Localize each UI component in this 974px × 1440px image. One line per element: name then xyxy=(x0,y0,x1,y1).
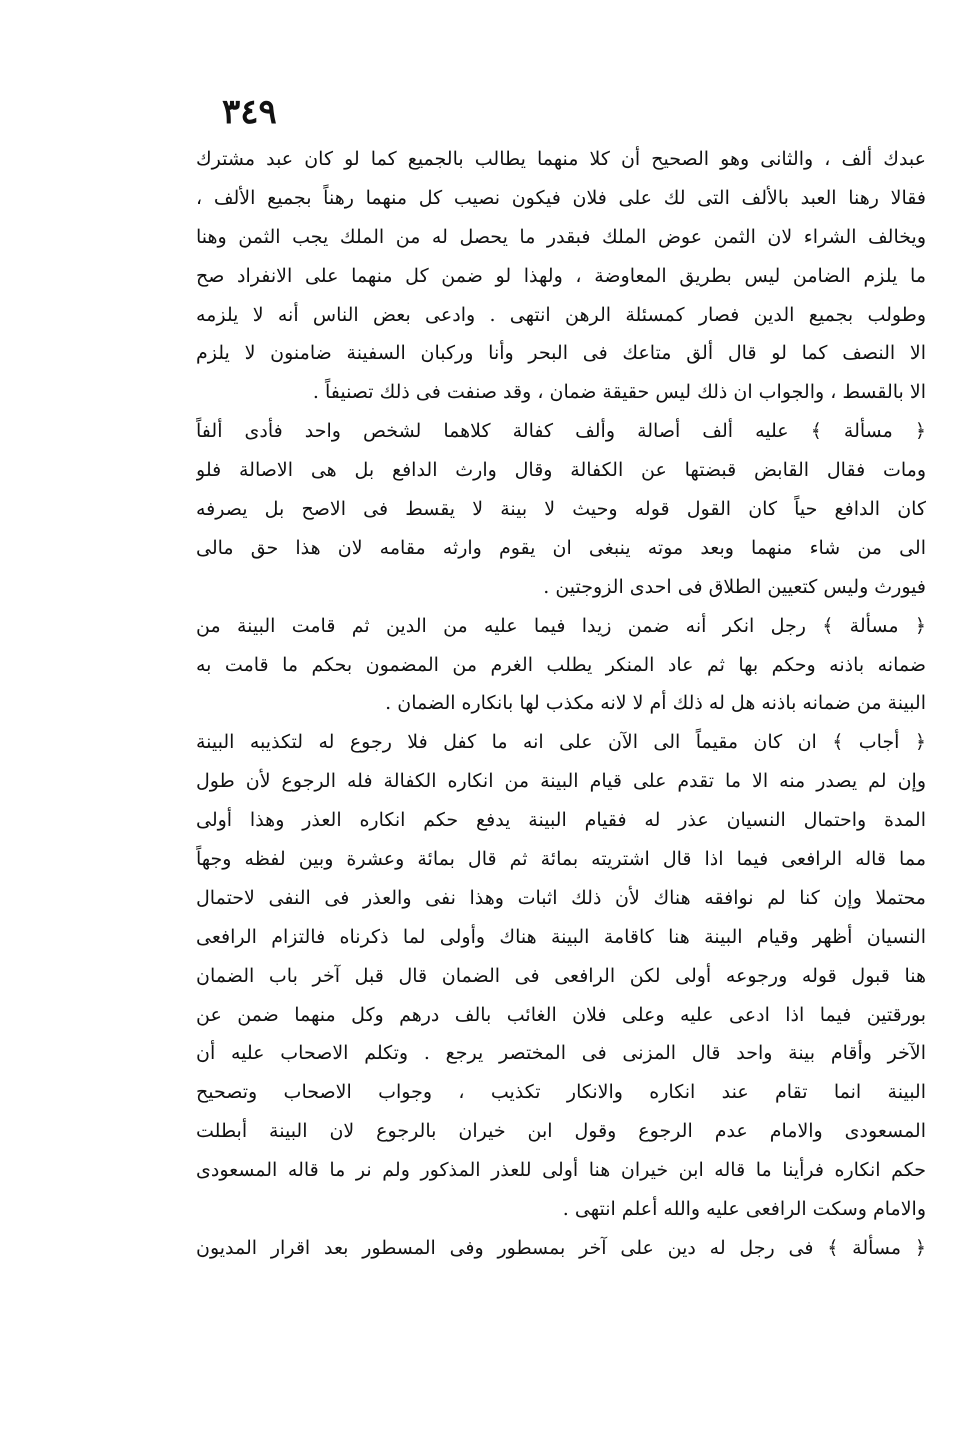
text-line: الا بالقسط ، والجواب ان ذلك ليس حقيقة ضمان ، وقد صنفت فى ذلك تصنيفاً . xyxy=(312,381,926,404)
text-line: ضمانه باذنه وحكم بها ثم عاد المنكر يطلب الغرم من المضمون بحكم ما قامت به xyxy=(196,653,926,676)
text-line: ﴿ مسألة ﴾ فى رجل له دين على آخر بمسطور وفى المسطور بعد اقرار المديون xyxy=(196,1236,926,1259)
text-line: ويخالف الشراء لان الثمن عوض الملك فبقدر ما يحصل له من الملك يجب الثمن وهنا xyxy=(196,225,926,248)
text-line: والامام وسكت الرافعى عليه والله أعلم انتهى . xyxy=(562,1198,926,1221)
text-line: الا النصف كما لو قال ألق متاعك فى البحر وأنا وركبان السفينة ضامنون لا يلزم xyxy=(196,342,926,365)
text-line: الى من شاء منهما وبعد موته ينبغى ان يقوم وارثه مقامه لان هذا حق مالى xyxy=(196,536,926,559)
text-line: حكم انكاره فرأينا ما قاله ابن خيران هنا أولى للعذر المذكور ولم نر ما قاله المسعودى xyxy=(196,1159,926,1182)
text-line: ومات فقال القابض قبضتها عن الكفالة وقال وارث الدافع بل هى الاصالة فلو xyxy=(196,459,926,482)
text-line: وإن لم يصدر منه الا ما تقدم على قيام البينة من انكاره الكفالة فله الرجوع لأن طول xyxy=(196,770,926,793)
text-line: ﴿ مسألة ﴾ رجل انكر أنه ضمن زيدا فيما عليه من الدين ثم قامت البينة من xyxy=(196,614,926,637)
text-line: مما قاله الرافعى فيما اذا قال اشتريته بمائة ثم قال بمائة وعشرة وبين لفظه وجهاً xyxy=(196,848,926,871)
text-line: كان الدافع حياً كان القول قوله وحيث لا بينة لا يقسط فى الاصح بل يصرفه xyxy=(196,498,926,521)
text-line: ﴿ مسألة ﴾ عليه ألف أصالة وألف كفالة كلاهما لشخص واحد فأدى ألفاً xyxy=(196,420,926,443)
text-line: هنا قبول قوله ورجوعه أولى لكن الرافعى فى الضمان قال قبل آخر باب الضمان xyxy=(196,964,926,987)
text-line: ما يلزم الضامن ليس بطريق المعاوضة ، ولهذا لو ضمن كل منهما على الانفراد صح xyxy=(196,264,926,287)
text-line: محتملا وإن كنا لم نوافقه هناك لأن ذلك اثبات وهذا نفى والعذر فى النفى لاحتمال xyxy=(196,886,926,909)
text-line: المسعودى والامام عدم الرجوع وقول ابن خيران بالرجوع لان البينة أبطلت xyxy=(196,1120,926,1143)
body-text xyxy=(196,140,926,1268)
text-line: الآخر وأقام بينة واحد قال المزنى فى المختصر يرجع . وتكلم الاصحاب عليه أن xyxy=(196,1042,926,1065)
text-line: عبدك ألف ، والثانى وهو الصحيح أن كلا منهما يطالب بالجميع كما لو كان عبد مشترك xyxy=(196,148,926,170)
text-line: فيورث وليس كتعيين الطلاق فى احدى الزوجتين . xyxy=(543,575,926,598)
text-line: فقالا رهنا العبد بالألف التى لك على فلان فيكون نصيب كل منهما رهناً بجميع الألف ، xyxy=(196,186,926,209)
text-line: البينة انما تقام عند انكاره والانكار تكذيب ، وجواب الاصحاب وتصحيح xyxy=(196,1081,926,1104)
page-number: ٣٤٩ xyxy=(222,92,277,132)
text-line: بورقتين فيما اذا ادعى عليه وعلى فلان الغائب بالف درهم وكل منهما ضمن عن xyxy=(196,1003,926,1026)
text-line: النسيان أظهر وقيام البينة هنا كاقامة البينة هناك وأولى لما ذكرناه فالتزام الرافعى xyxy=(196,925,926,948)
text-line: وطولب بجميع الدين فصار كمسئلة الرهن انتهى . وادعى بعض الناس أنه لا يلزمه xyxy=(196,303,926,326)
text-line: البينة من ضمانه باذنه هل له ذلك أم لا لانه مكذب لها بانكاره الضمان . xyxy=(385,692,926,715)
text-line: ﴿ أجاب ﴾ ان كان مقيماً الى الآن على انه ما كفل فلا رجوع له لتكذيبه البينة xyxy=(196,731,926,754)
text-line: المدة واحتمال النسيان عذر له فقيام البينة يدفع حكم انكاره العذر وهذا أولى xyxy=(196,809,926,832)
